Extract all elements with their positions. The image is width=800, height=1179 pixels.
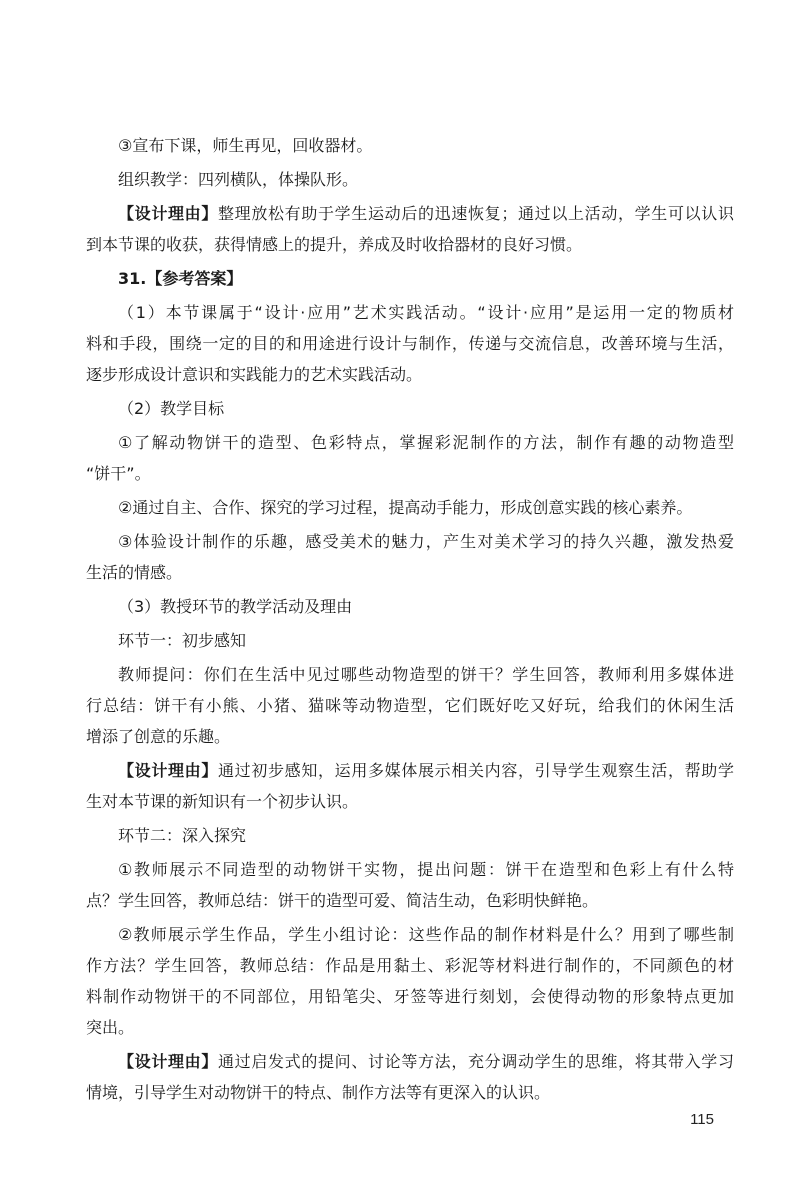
text-line: 点？学生回答，教师总结：饼干的造型可爱、简洁生动，色彩明快鲜艳。: [86, 891, 599, 910]
text-line: 组织教学：四列横队，体操队形。: [118, 170, 359, 189]
text-line: 情境，引导学生对动物饼干的特点、制作方法等有更深入的认识。: [86, 1083, 551, 1102]
text-line: 生对本节课的新知识有一个初步认识。: [86, 792, 359, 811]
text-line: ③体验设计制作的乐趣，感受美术的魅力，产生对美术学习的持久兴趣，激发热爱: [118, 532, 734, 551]
page-body: [86, 130, 734, 1108]
text-line: [86, 263, 734, 294]
paragraph: [86, 854, 734, 916]
text-line: 【设计理由】通过启发式的提问、讨论等方法，充分调动学生的思维，将其带入学习: [118, 1052, 734, 1071]
text-line: 【设计理由】整理放松有助于学生运动后的迅速恢复；通过以上活动，学生可以认识: [118, 204, 734, 223]
text-line: 行总结：饼干有小熊、小猪、猫咪等动物造型，它们既好吃又好玩，给我们的休闲生活: [86, 696, 734, 715]
paragraph: [86, 198, 734, 260]
paragraph: [86, 427, 734, 489]
text-line: 逐步形成设计意识和实践能力的艺术实践活动。: [86, 365, 423, 384]
paragraph: [86, 297, 734, 390]
text-line: （1）本节课属于“设计·应用”艺术实践活动。“设计·应用”是运用一定的物质材: [118, 303, 734, 322]
paragraph: [86, 820, 734, 851]
text-line: ③宣布下课，师生再见，回收器材。: [118, 136, 373, 155]
text-line: 生活的情感。: [86, 563, 183, 582]
text-line: 到本节课的收获，获得情感上的提升，养成及时收拾器材的良好习惯。: [86, 235, 583, 254]
text-line: 突出。: [86, 1018, 135, 1037]
text-line: 环节一：初步感知: [118, 631, 247, 650]
bold-heading: 【设计理由】: [118, 204, 218, 223]
paragraph: [86, 263, 734, 294]
text-line: （2）教学目标: [118, 399, 225, 418]
text-line: ①了解动物饼干的造型、色彩特点，掌握彩泥制作的方法，制作有趣的动物造型: [118, 433, 734, 452]
text-line: “饼干”。: [86, 464, 151, 483]
paragraph: [86, 492, 734, 523]
paragraph: [86, 591, 734, 622]
paragraph: [86, 526, 734, 588]
text-line: ②教师展示学生作品，学生小组讨论：这些作品的制作材料是什么？用到了哪些制: [118, 925, 734, 944]
bold-heading: 【设计理由】: [118, 761, 218, 780]
paragraph: [86, 393, 734, 424]
text-line: 【设计理由】通过初步感知，运用多媒体展示相关内容，引导学生观察生活，帮助学: [118, 761, 734, 780]
text-line: 作方法？学生回答，教师总结：作品是用黏土、彩泥等材料进行制作的，不同颜色的材: [86, 956, 734, 975]
page-number: 115: [690, 1111, 714, 1128]
text-line: （3）教授环节的教学活动及理由: [118, 597, 353, 616]
text-line: 增添了创意的乐趣。: [86, 727, 231, 746]
text-line: ①教师展示不同造型的动物饼干实物，提出问题：饼干在造型和色彩上有什么特: [118, 860, 734, 879]
text-line: 料和手段，围绕一定的目的和用途进行设计与制作，传递与交流信息，改善环境与生活，: [86, 334, 734, 353]
paragraph: [86, 164, 734, 195]
paragraph: [86, 755, 734, 817]
bold-heading: 【设计理由】: [118, 1052, 218, 1071]
paragraph: [86, 1046, 734, 1108]
paragraph: [86, 130, 734, 161]
paragraph: [86, 659, 734, 752]
text-line: 教师提问：你们在生活中见过哪些动物造型的饼干？学生回答，教师利用多媒体进: [118, 665, 734, 684]
paragraph: [86, 919, 734, 1043]
paragraph: [86, 625, 734, 656]
text-line: ②通过自主、合作、探究的学习过程，提高动手能力，形成创意实践的核心素养。: [118, 498, 693, 517]
text-line: 环节二：深入探究: [118, 826, 247, 845]
text-line: 料制作动物饼干的不同部位，用铅笔尖、牙签等进行刻划，会使得动物的形象特点更加: [86, 987, 734, 1006]
bold-heading: 31.【参考答案】: [118, 269, 243, 288]
